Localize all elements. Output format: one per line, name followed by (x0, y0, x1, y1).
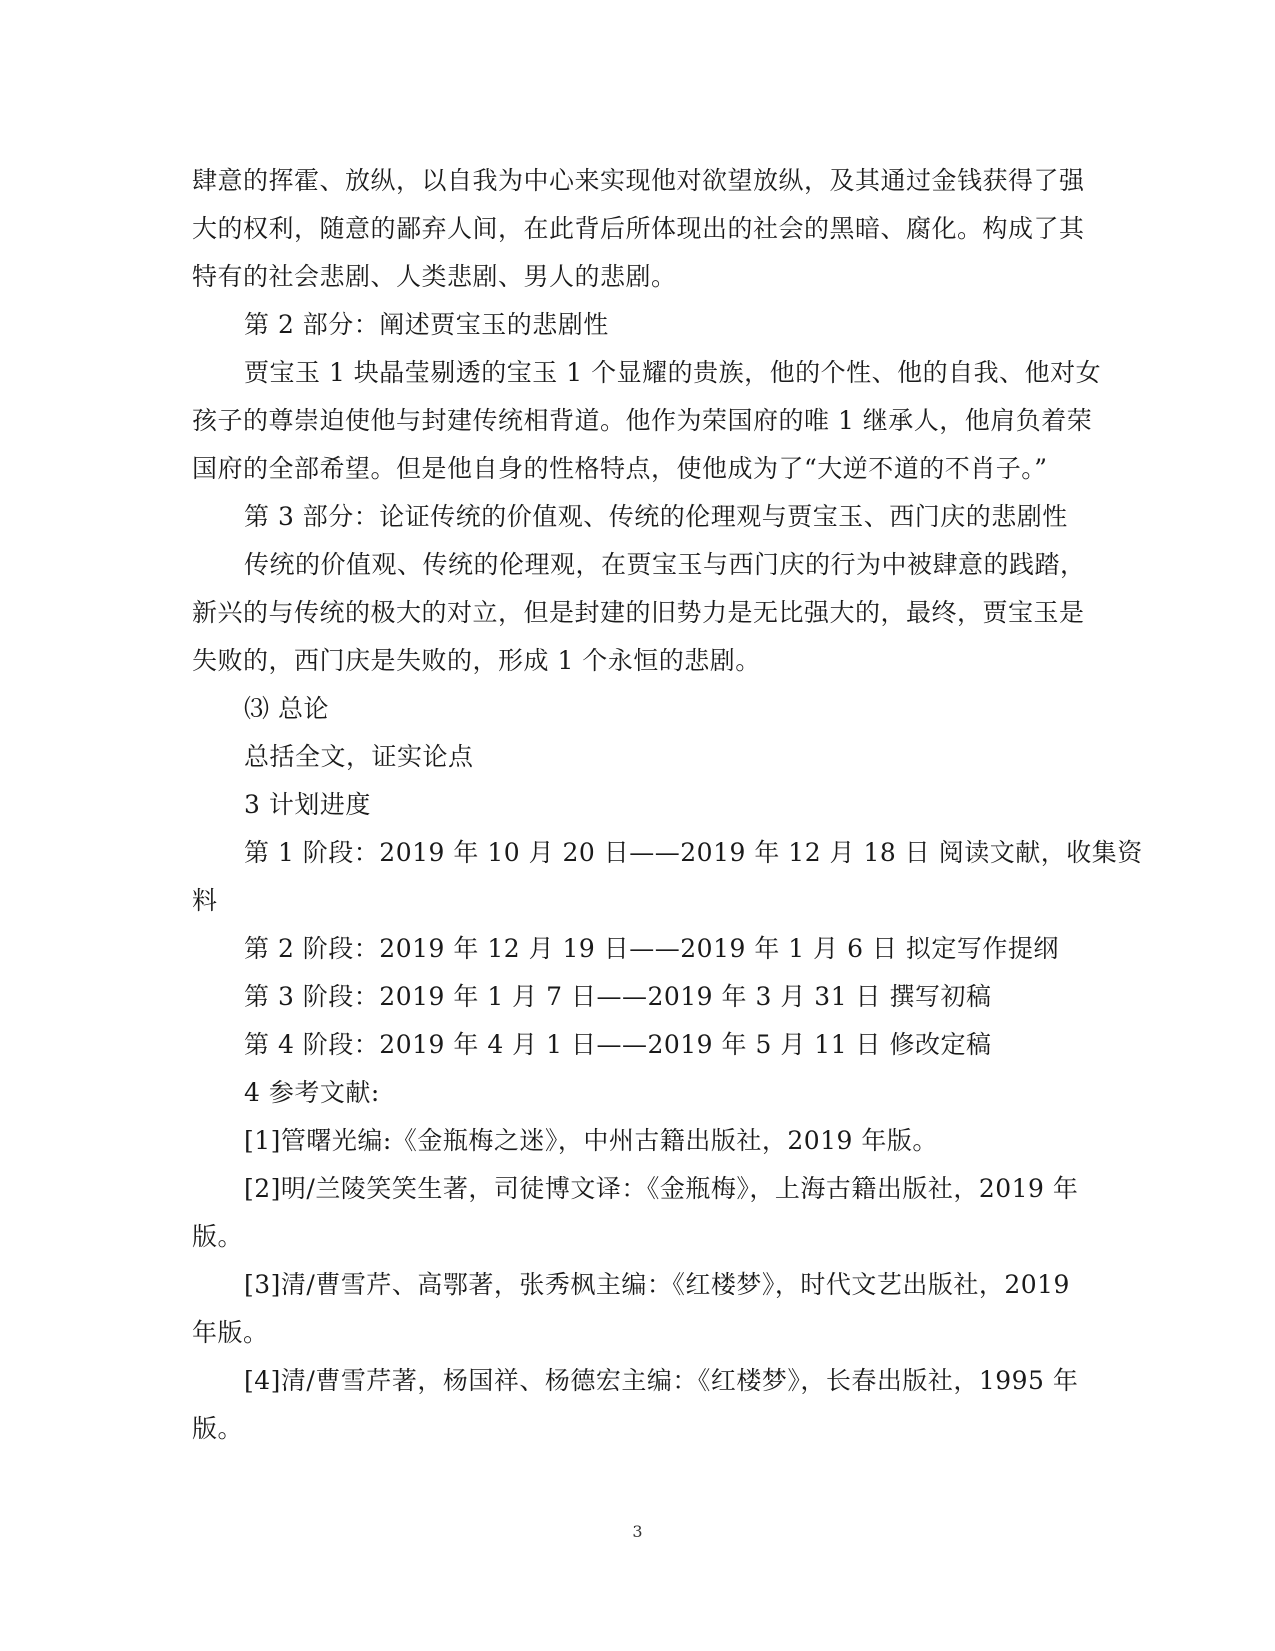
body-line: 贾宝玉 1 块晶莹剔透的宝玉 1 个显耀的贵族，他的个性、他的自我、他对女 (244, 358, 1102, 387)
reference-2: [2]明/兰陵笑笑生著，司徒博文译：《金瓶梅》，上海古籍出版社，2019 年 (244, 1174, 1079, 1203)
reference-4-continued: 版。 (192, 1414, 244, 1443)
body-line: 新兴的与传统的极大的对立，但是封建的旧势力是无比强大的，最终，贾宝玉是 (192, 598, 1085, 627)
body-line: 孩子的尊崇迫使他与封建传统相背道。他作为荣国府的唯 1 继承人，他肩负着荣 (192, 406, 1093, 435)
reference-3-continued: 年版。 (192, 1318, 269, 1347)
schedule-stage-1-continued: 料 (192, 886, 218, 915)
body-line: 失败的，西门庆是失败的，形成 1 个永恒的悲剧。 (192, 646, 761, 675)
section-heading-references: 4 参考文献: (244, 1078, 380, 1107)
body-line: 传统的价值观、传统的伦理观，在贾宝玉与西门庆的行为中被肆意的践踏， (244, 550, 1086, 579)
body-line: 国府的全部希望。但是他自身的性格特点，使他成为了“大逆不道的不肖子。” (192, 454, 1048, 483)
body-line: 大的权利，随意的鄙弃人间，在此背后所体现出的社会的黑暗、腐化。构成了其 (192, 214, 1085, 243)
schedule-stage-4: 第 4 阶段：2019 年 4 月 1 日——2019 年 5 月 11 日 修改定稿 (244, 1030, 992, 1059)
section-heading-part-3: 第 3 部分：论证传统的价值观、传统的伦理观与贾宝玉、西门庆的悲剧性 (244, 502, 1068, 531)
reference-1: [1]管曙光编:《金瓶梅之迷》，中州古籍出版社，2019 年版。 (244, 1126, 938, 1155)
body-line: 特有的社会悲剧、人类悲剧、男人的悲剧。 (192, 262, 677, 291)
reference-3: [3]清/曹雪芹、高鄂著，张秀枫主编：《红楼梦》，时代文艺出版社，2019 (244, 1270, 1070, 1299)
body-line: 总括全文，证实论点 (244, 742, 474, 771)
section-heading-part-2: 第 2 部分：阐述贾宝玉的悲剧性 (244, 310, 609, 339)
page-number: 3 (632, 1522, 643, 1541)
reference-4: [4]清/曹雪芹著，杨国祥、杨德宏主编：《红楼梦》，长春出版社，1995 年 (244, 1366, 1079, 1395)
document-body (192, 157, 1143, 1453)
body-line: 肆意的挥霍、放纵，以自我为中心来实现他对欲望放纵，及其通过金钱获得了强 (192, 166, 1085, 195)
schedule-stage-1: 第 1 阶段：2019 年 10 月 20 日——2019 年 12 月 18 日 阅读文献，收集资 (244, 838, 1143, 867)
schedule-stage-2: 第 2 阶段：2019 年 12 月 19 日——2019 年 1 月 6 日 拟定写作提纲 (244, 934, 1059, 963)
section-heading-conclusion: ⑶ 总论 (244, 694, 329, 723)
schedule-stage-3: 第 3 阶段：2019 年 1 月 7 日——2019 年 3 月 31 日 撰写初稿 (244, 982, 992, 1011)
reference-2-continued: 版。 (192, 1222, 244, 1251)
section-heading-schedule: 3 计划进度 (244, 790, 371, 819)
